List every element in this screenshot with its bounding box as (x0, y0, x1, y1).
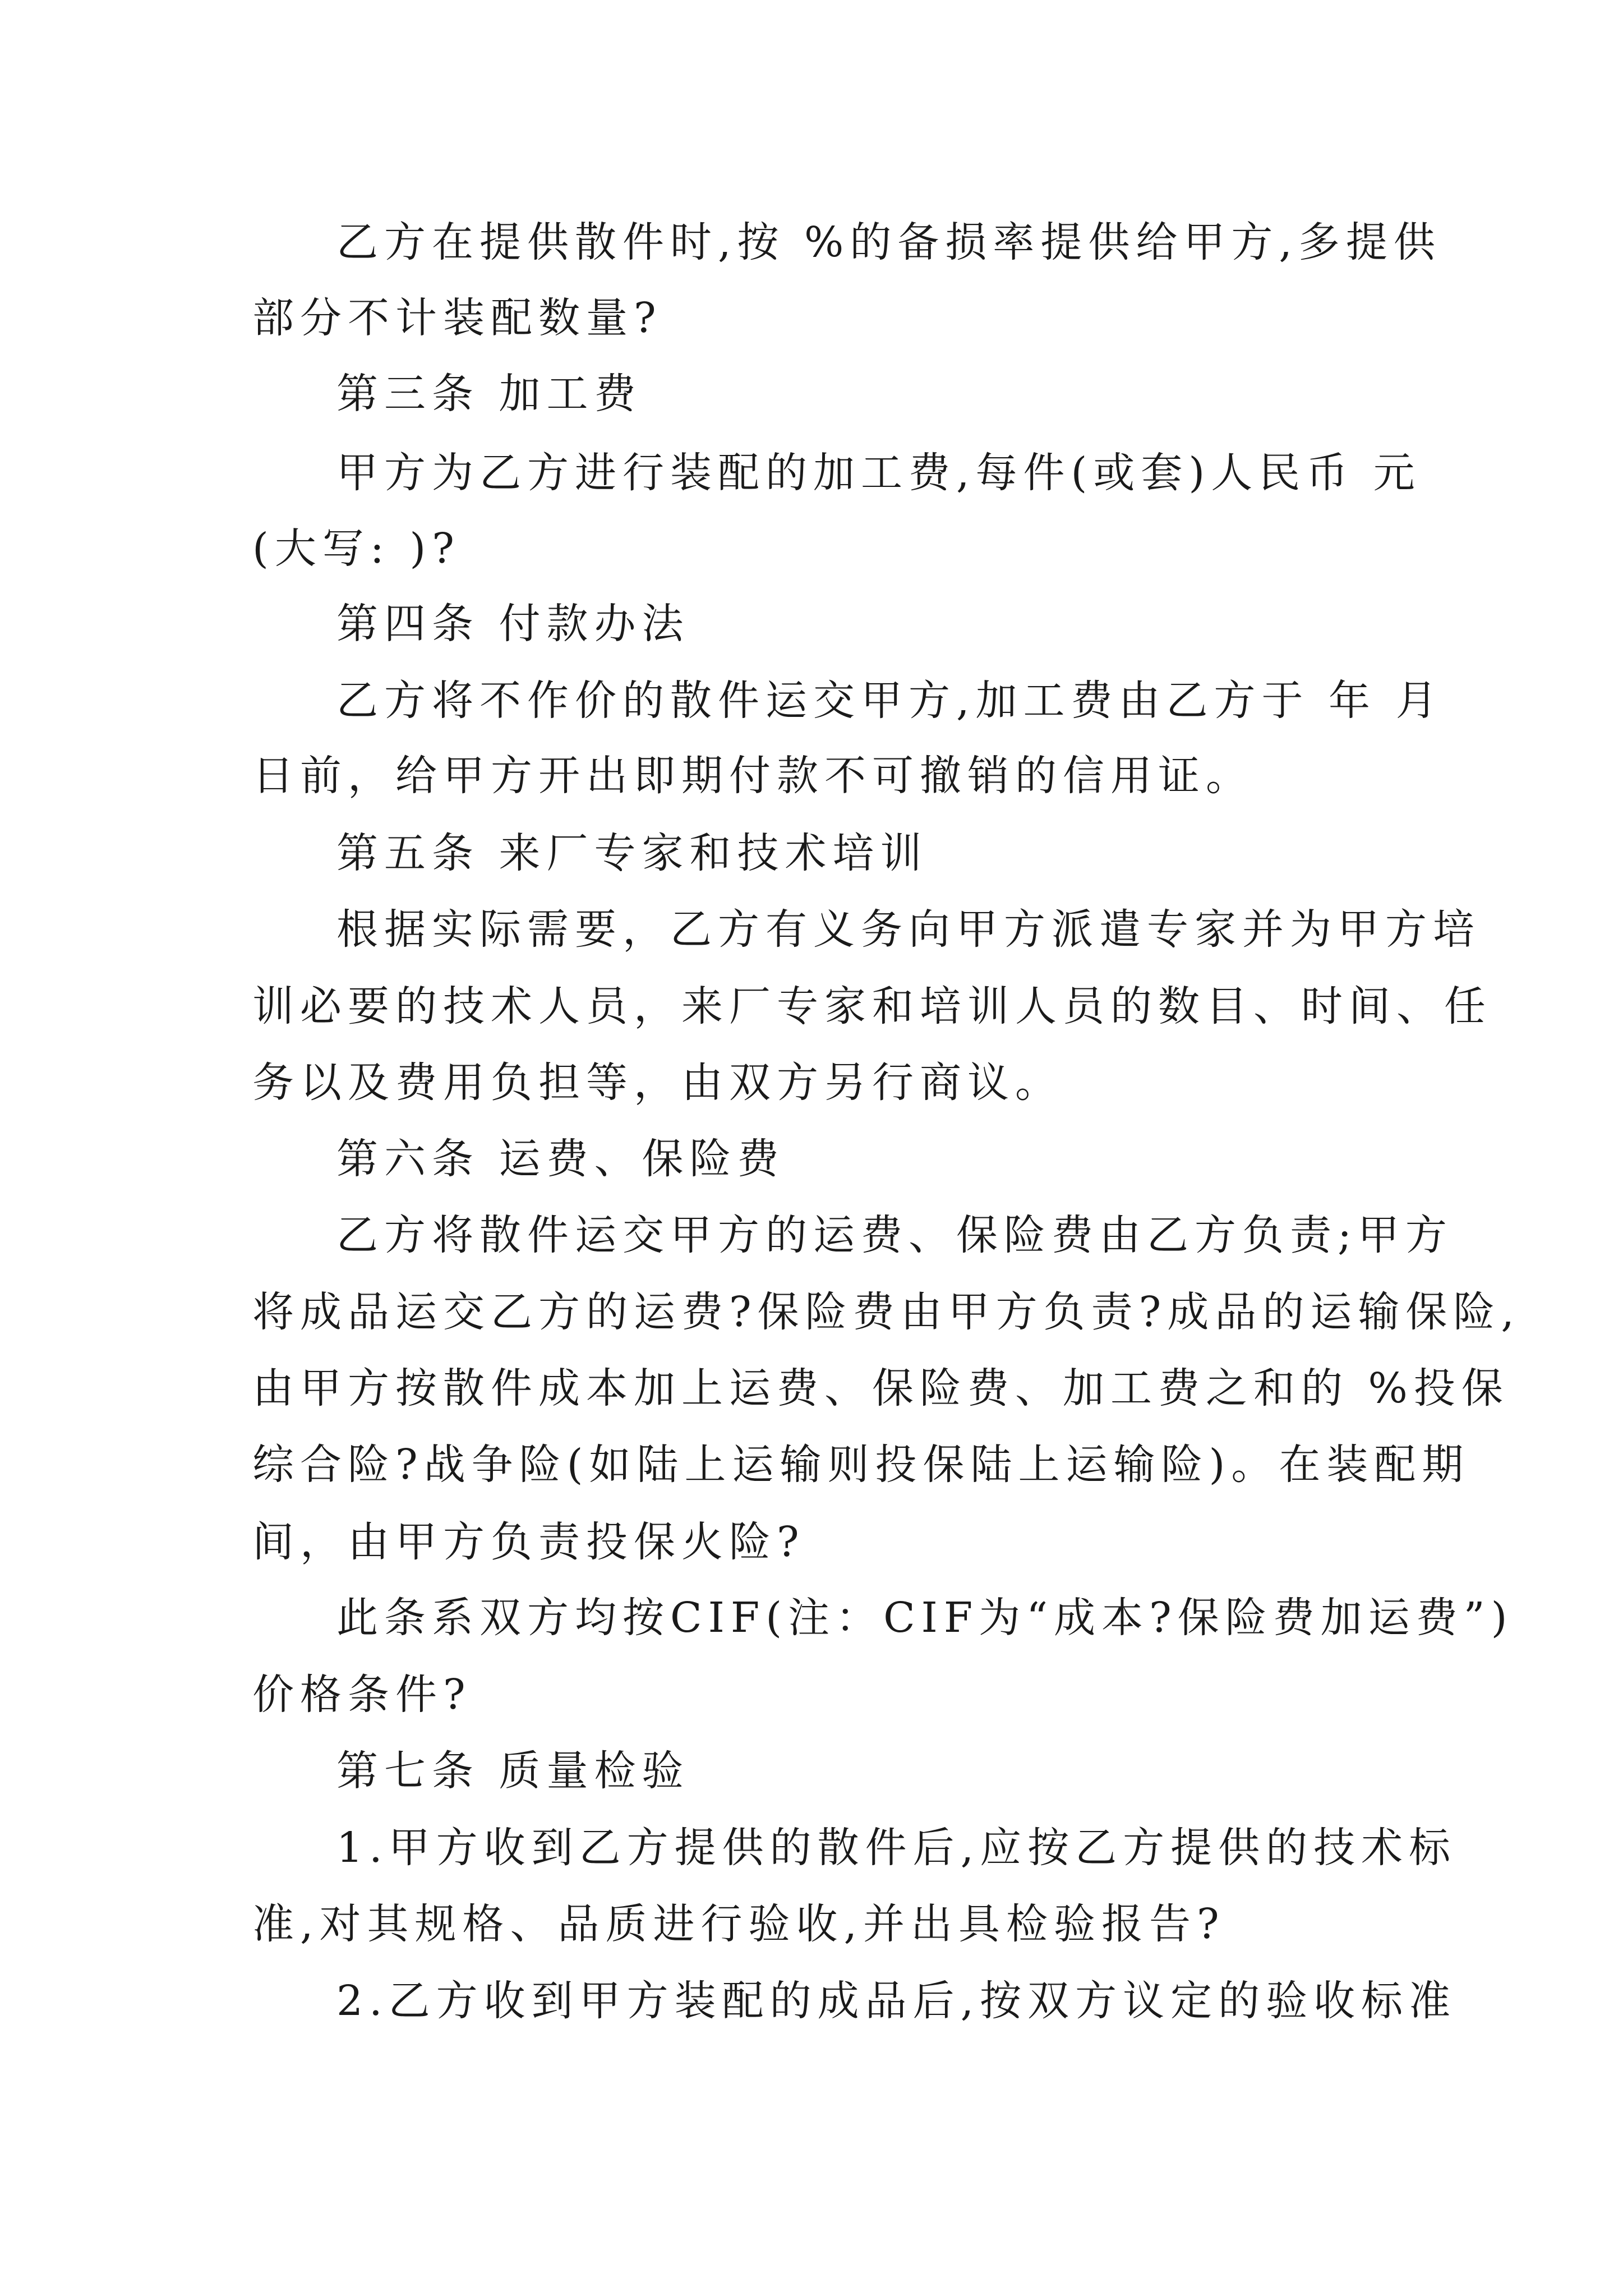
clause-text-line: 乙方将散件运交甲方的运费、保险费由乙方负责;甲方 (336, 1211, 1453, 1259)
clause-text-line: (大写: )? (252, 524, 460, 573)
clause-text-line: 由甲方按散件成本加上运费、保险费、加工费之和的 %投保 (252, 1364, 1509, 1412)
clause-text-line: 1.甲方收到乙方提供的散件后,应按乙方提供的技术标 (336, 1824, 1457, 1872)
clause-text-line: 间，由甲方负责投保火险? (252, 1518, 805, 1566)
clause-heading: 第三条 加工费 (336, 370, 642, 418)
clause-heading: 第四条 付款办法 (336, 600, 690, 648)
clause-text-line: 务以及费用负担等，由双方另行商议。 (252, 1059, 1063, 1107)
clause-text-line: 此条系双方均按CIF(注：CIF为“成本?保险费加运费”) (336, 1594, 1514, 1642)
clause-text-line: 乙方在提供散件时,按 %的备损率提供给甲方,多提供 (336, 218, 1441, 266)
clause-text-line: 甲方为乙方进行装配的加工费,每件(或套)人民币 元 (336, 449, 1421, 497)
clause-text-line: 将成品运交乙方的运费?保险费由甲方负责?成品的运输保险, (252, 1288, 1520, 1336)
clause-text-line: 综合险?战争险(如陆上运输则投保陆上运输险)。在装配期 (252, 1441, 1470, 1489)
clause-heading: 第五条 来厂专家和技术培训 (336, 829, 928, 877)
clause-heading: 第六条 运费、保险费 (336, 1135, 785, 1183)
clause-text-line: 准,对其规格、品质进行验收,并出具检验报告? (252, 1900, 1225, 1948)
clause-text-line: 2.乙方收到甲方装配的成品后,按双方议定的验收标准 (336, 1977, 1457, 2025)
clause-heading: 第七条 质量检验 (336, 1747, 690, 1795)
clause-text-line: 根据实际需要，乙方有义务向甲方派遣专家并为甲方培 (336, 905, 1481, 954)
clause-text-line: 部分不计装配数量? (252, 294, 662, 342)
clause-text-line: 日前，给甲方开出即期付款不可撤销的信用证。 (252, 752, 1253, 800)
clause-text-line: 乙方将不作价的散件运交甲方,加工费由乙方于 年 月 (336, 677, 1444, 725)
clause-text-line: 价格条件? (252, 1671, 472, 1719)
clause-text-line: 训必要的技术人员，来厂专家和培训人员的数目、时间、任 (252, 982, 1492, 1030)
